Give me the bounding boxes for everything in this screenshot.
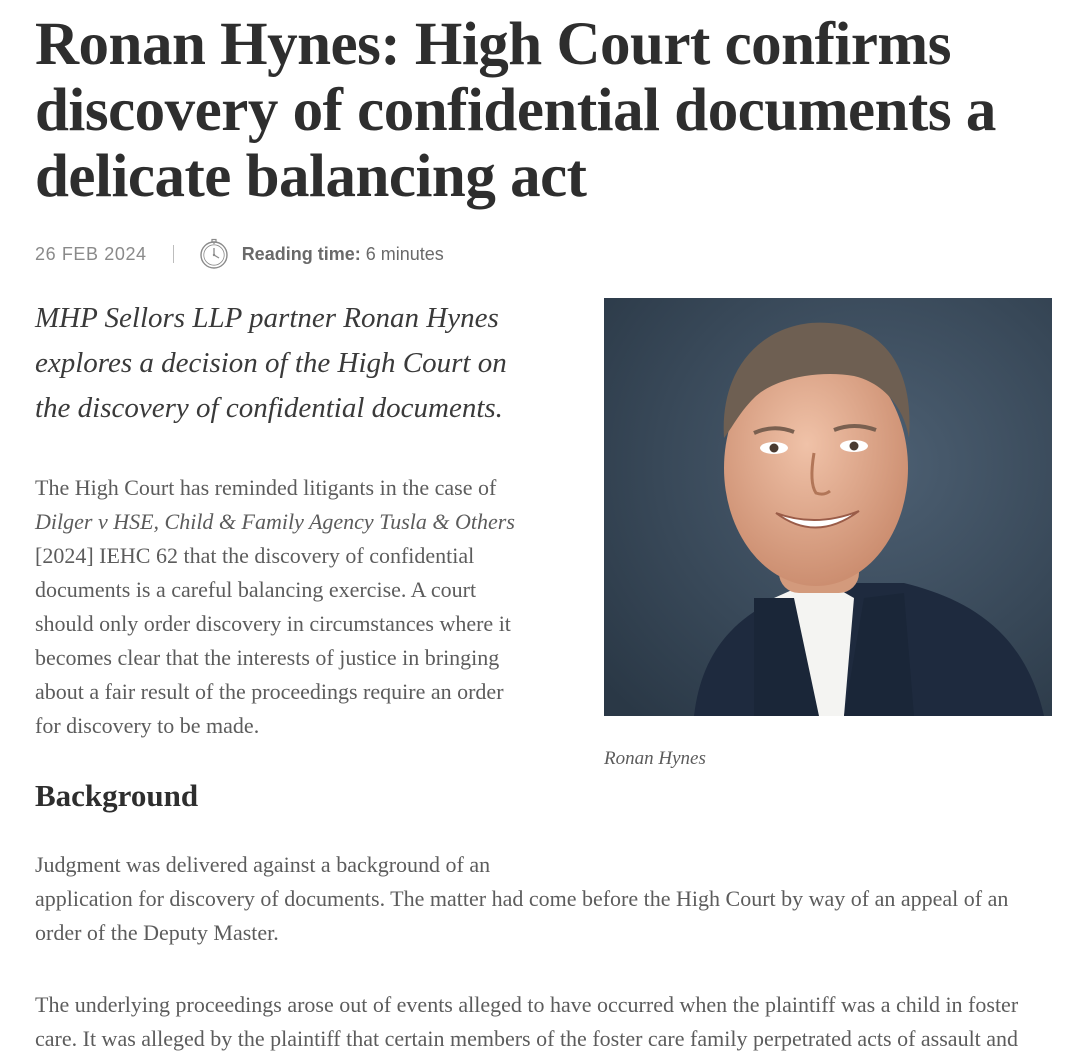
background-line-1: Judgment was delivered against a background of an <box>35 852 491 877</box>
intro-paragraph <box>35 471 525 743</box>
stopwatch-icon <box>198 238 230 270</box>
publish-date: 26 FEB 2024 <box>35 243 147 264</box>
background-paragraph <box>35 848 1045 950</box>
reading-time-label: Reading time: <box>241 243 361 264</box>
reading-time-value: 6 minutes <box>365 243 444 264</box>
background-paragraph-2: The underlying proceedings arose out of events alleged to have occurred when the plaintiff was a child in foster care. It was alleged by the plaintiff that certain members of the foster care family perpetrated acts of assault and <box>35 992 1019 1051</box>
intro-text-end: [2024] IEHC 62 that the discovery of confidential documents is a careful balancing exercise. A court should only order discovery in circumstances where it becomes clear that the interests of justice in bringing about a fair result of the proceedings require an order for discovery to be made. <box>35 543 511 738</box>
article-title: Ronan Hynes: High Court confirms discovery of confidential documents a delicate balancing act <box>35 11 996 210</box>
case-name: Dilger v HSE, Child & Family Agency Tusla & Others <box>35 509 515 534</box>
intro-text-start: The High Court has reminded litigants in the case of <box>35 475 497 500</box>
meta-divider <box>173 245 174 263</box>
image-caption: Ronan Hynes <box>604 748 706 769</box>
article-meta <box>35 236 444 272</box>
background-line-rest: application for discovery of documents. The matter had come before the High Court by way of an appeal of an order of the Deputy Master. <box>35 886 1009 945</box>
article-lead: MHP Sellors LLP partner Ronan Hynes explores a decision of the High Court on the discovery of confidential documents. <box>35 302 507 424</box>
section-heading-background: Background <box>35 778 199 813</box>
author-portrait-image <box>604 298 1052 716</box>
